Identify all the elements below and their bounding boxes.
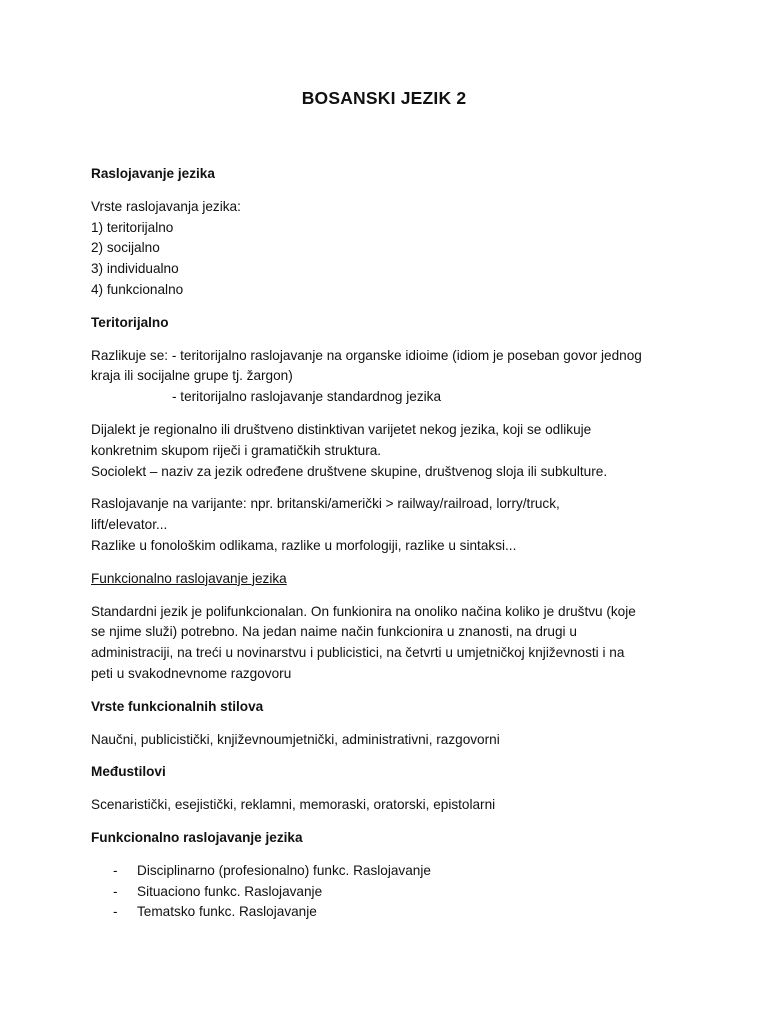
razlike-line: Razlike u fonološkim odlikama, razlike u morfologiji, razlike u sintaksi... (91, 537, 517, 553)
varijante-line: Raslojavanje na varijante: npr. britanski/američki > railway/railroad, lorry/truck, (91, 496, 560, 512)
section-heading-teritorijalno: Teritorijalno (91, 314, 169, 330)
razlikuje-line: kraja ili socijalne grupe tj. žargon) (91, 368, 293, 384)
document-title: BOSANSKI JEZIK 2 (301, 88, 467, 108)
list-item (91, 861, 681, 882)
section-heading-medustilovi: Međustilovi (91, 764, 166, 780)
list-item-text: Situaciono funkc. Raslojavanje (137, 883, 323, 899)
section-heading-stilovi: Vrste funkcionalnih stilova (91, 698, 264, 714)
standardni-paragraph (91, 602, 681, 685)
dash-bullet: - (113, 904, 118, 920)
razlikuje-line: Razlikuje se: - teritorijalno raslojavanje na organske idioime (idiom je poseban govor jednog (91, 347, 642, 363)
standardni-line: se njime služi) potrebno. Na jedan naime način funkcionira u znanosti, na drugi u (91, 624, 577, 640)
vrste-item: 3) individualno (91, 261, 179, 277)
vrste-raslojavanja-block (91, 197, 681, 301)
list-item-text: Tematsko funkc. Raslojavanje (137, 904, 317, 920)
standardni-line: administraciji, na treći u novinarstvu i publicistici, na četvrti u umjetničkoj književnosti i na (91, 645, 625, 661)
medustilovi-list: Scenaristički, esejistički, reklamni, memoraski, oratorski, epistolarni (91, 797, 496, 813)
dijalekt-line: konkretnim skupom riječi i gramatičkih struktura. (91, 442, 382, 458)
razlikuje-indented-line: - teritorijalno raslojavanje standardnog jezika (172, 389, 442, 405)
dash-bullet: - (113, 862, 118, 878)
standardni-line: Standardni jezik je polifunkcionalan. On funkionira na onoliko načina koliko je društvu (koje (91, 603, 636, 619)
sociolekt-line: Sociolekt – naziv za jezik određene društvene skupine, društvenog sloja ili subkulture. (91, 463, 608, 479)
vrste-item: 4) funkcionalno (91, 281, 184, 297)
dijalekt-line: Dijalekt je regionalno ili društveno distinktivan varijetet nekog jezika, koji se odlikuje (91, 421, 592, 437)
section-heading-funkcionalno-2: Funkcionalno raslojavanje jezika (91, 829, 303, 845)
stilovi-list: Naučni, publicistički, književnoumjetnički, administrativni, razgovorni (91, 731, 500, 747)
varijante-line: lift/elevator... (91, 517, 168, 533)
section-heading-raslojavanje: Raslojavanje jezika (91, 166, 215, 181)
document-body (91, 164, 681, 923)
list-item (91, 882, 681, 903)
funkcionalno-dash-list (91, 861, 681, 923)
dash-bullet: - (113, 883, 118, 899)
list-item (91, 902, 681, 923)
dijalekt-paragraph (91, 420, 681, 482)
section-heading-funkcionalno: Funkcionalno raslojavanje jezika (91, 570, 287, 586)
vrste-item: 2) socijalno (91, 240, 160, 256)
razlikuje-paragraph (91, 346, 681, 408)
varijante-paragraph (91, 494, 681, 556)
vrste-item: 1) teritorijalno (91, 219, 174, 235)
vrste-intro: Vrste raslojavanja jezika: (91, 198, 241, 214)
standardni-line: peti u svakodnevnome razgovoru (91, 665, 292, 681)
list-item-text: Disciplinarno (profesionalno) funkc. Raslojavanje (137, 862, 431, 878)
